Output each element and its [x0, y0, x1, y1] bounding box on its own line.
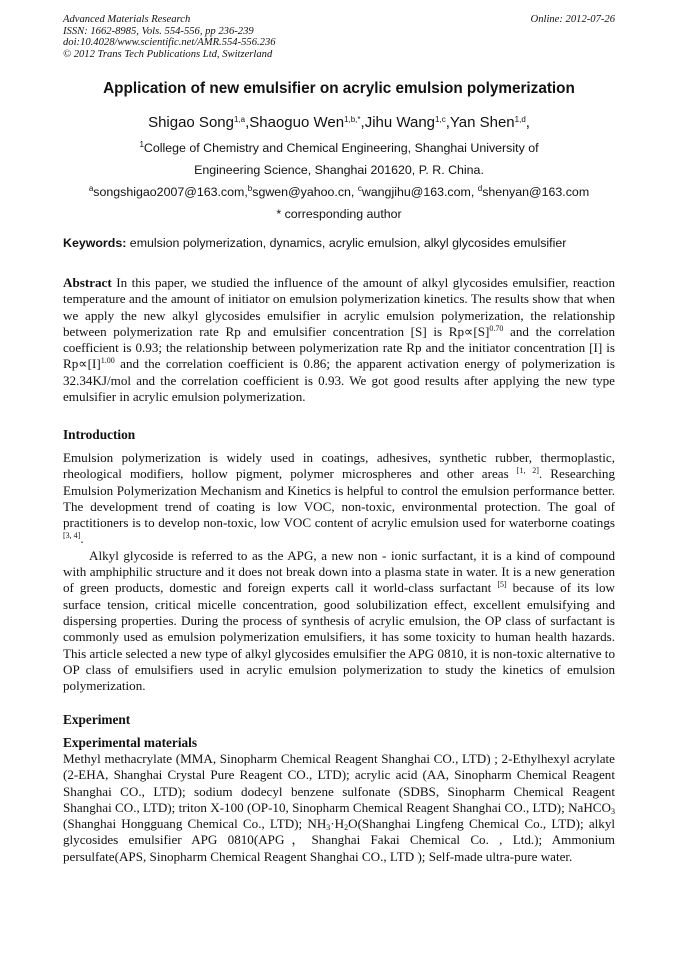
emails: [40, 181, 638, 203]
affiliation-line: [40, 159, 638, 181]
text-run: .: [80, 531, 84, 547]
superscript: d: [477, 184, 483, 193]
text-run: Alkyl glycoside is referred to as the APG, a new non - ionic surfactant, it is a kind of compound with amphiphilic structure and it does not break down into a plasma state in water. It is a new generation of green products, domestic and foreign experts call it world-class surfactant: [63, 547, 615, 596]
text-run: and the correlation coefficient is 0.93; the relationship between polymerization rate Rp and the initiator concentration [I] is Rp∝[I]: [63, 323, 615, 372]
keywords-label: Keywords:: [63, 236, 127, 250]
text-run: songshigao2007@163.com,: [93, 185, 248, 199]
issn-line: ISSN: 1662-8985, Vols. 554-556, pp 236-239: [63, 25, 254, 37]
paper-title: Application of new emulsifier on acrylic emulsion polymerization: [103, 80, 575, 97]
text-run: College of Chemistry and Chemical Engineering, Shanghai University of: [143, 141, 539, 155]
paragraph: [63, 548, 615, 695]
text-run: Methyl methacrylate (MMA, Sinopharm Chemical Reagent Shanghai CO., LTD) ; 2-Ethylhexyl acrylate (2-EHA, Shanghai Crystal Pure Reagent CO., LTD); acrylic acid (AA, Sinopharm Chemical Reagent Shanghai CO., LTD); sodium dodecyl benzene sulfonate (SDBS, Sinopharm Chemical Reagent Shanghai CO., LTD); triton X-100 (OP-10, Sinopharm Chemical Reagent Shanghai CO., LTD); NaHCO: [63, 751, 615, 815]
paragraph: [63, 751, 615, 865]
corresponding-note: [40, 203, 638, 225]
subscript: 3: [611, 806, 615, 816]
introduction-heading: Introduction: [63, 427, 136, 442]
superscript: 0.70: [489, 323, 504, 333]
text-run: * corresponding author: [276, 207, 402, 221]
materials-body: [63, 751, 615, 865]
subscript: 2: [344, 823, 349, 833]
text-run: In this paper, we studied the influence of the amount of alkyl glycosides emulsifier, reaction temperature and the amount of initiator on emulsion polymerization kinetics. The results show that when we apply the new alkyl glycosides emulsifier in acrylic emulsion polymerization, the relationship between polymerization rate Rp and emulsifier concentration [S] is Rp∝[S]: [63, 275, 615, 339]
text-run: Abstract: [63, 275, 112, 290]
introduction-body: [63, 450, 615, 694]
affiliation: [40, 137, 638, 225]
authors: [40, 114, 638, 131]
superscript: 1.00: [100, 356, 115, 366]
superscript: 1,a: [233, 115, 246, 124]
superscript: [3, 4]: [63, 531, 81, 541]
text-run: ,: [525, 114, 530, 131]
superscript: 1,d: [514, 115, 526, 124]
text-run: Engineering Science, Shanghai 201620, P. R. China.: [194, 163, 484, 177]
superscript: 1: [139, 140, 144, 149]
text-run: ,Jihu Wang: [360, 114, 436, 131]
text-run: and the correlation coefficient is 0.86; the apparent activation energy of polymerization is 32.34KJ/mol and the correlation coefficient is 0.93. We got good results after applying the new type emulsifier in acrylic emulsion polymerization.: [63, 356, 615, 405]
experiment-heading: Experiment: [63, 712, 131, 727]
superscript: c: [357, 184, 362, 193]
superscript: b: [247, 184, 253, 193]
doi-line: doi:10.4028/www.scientific.net/AMR.554-556.236: [63, 37, 276, 49]
superscript: [1, 2]: [516, 466, 539, 476]
superscript: 1,b,*: [344, 115, 361, 124]
paragraph: [40, 114, 638, 131]
copyright-line: © 2012 Trans Tech Publications Ltd, Switzerland: [63, 48, 273, 60]
text-run: (Shanghai Hongguang Chemical Co., LTD); NH: [63, 816, 327, 832]
superscript: [5]: [497, 580, 507, 590]
text-run: O(Shanghai Lingfeng Chemical Co., LTD); alkyl glycosides emulsifier APG 0810(APG，Shanghai Fakai Chemical Co. , Ltd.); Ammonium persulfate(APS, Sinopharm Chemical Reagent Shanghai CO., LTD ); Self-made ultra-pure water.: [63, 816, 616, 864]
superscript: a: [88, 184, 94, 193]
journal-name: Advanced Materials Research: [63, 14, 191, 25]
text-run: Shigao Song: [148, 114, 234, 131]
text-run: ,Shaoguo Wen: [245, 114, 345, 131]
paragraph: [63, 450, 615, 548]
text-run: . Researching Emulsion Polymerization Mechanism and Kinetics is helpful to control the emulsion performance better. The development trend of coating is low VOC, non-toxic, environmental protection. The goal of practitioners is to develop non-toxic, low VOC content of acrylic emulsion used for waterborne coatings: [63, 466, 615, 531]
text-run: ,Yan Shen: [445, 114, 515, 131]
text-run: sgwen@yahoo.cn,: [252, 185, 358, 199]
online-date: Online: 2012-07-26: [530, 14, 615, 25]
text-run: because of its low surface tension, critical micelle concentration, good solubilization effect, excellent emulsifying and dispersing properties. During the process of synthesis of acrylic emulsion, the OP class of surfactant is commonly used as emulsion polymerization emulsifiers, it has some toxicity to human health hazards. This article selected a new type of alkyl glycosides emulsifier the APG 0810, it is non-toxic alternative to OP class of emulsifiers used in acrylic emulsion polymerization to study the kinetics of emulsion polymerization.: [63, 580, 615, 694]
abstract: [63, 275, 615, 405]
affiliation-line: [40, 137, 638, 159]
keywords-text: emulsion polymerization, dynamics, acrylic emulsion, alkyl glycosides emulsifier: [126, 236, 567, 250]
keywords: [63, 236, 566, 250]
materials-subheading: Experimental materials: [63, 735, 198, 750]
text-run: wangjihu@163.com,: [361, 185, 478, 199]
subscript: 3: [326, 823, 331, 833]
journal-header: [63, 14, 276, 60]
paragraph: [63, 275, 615, 405]
text-run: shenyan@163.com: [482, 185, 590, 199]
text-run: Emulsion polymerization is widely used in coatings, adhesives, synthetic rubber, thermoplastic, rheological modifiers, hollow pigment, polymer microspheres and other areas: [63, 450, 615, 482]
text-run: ·H: [330, 816, 345, 832]
superscript: 1,c: [435, 115, 446, 124]
